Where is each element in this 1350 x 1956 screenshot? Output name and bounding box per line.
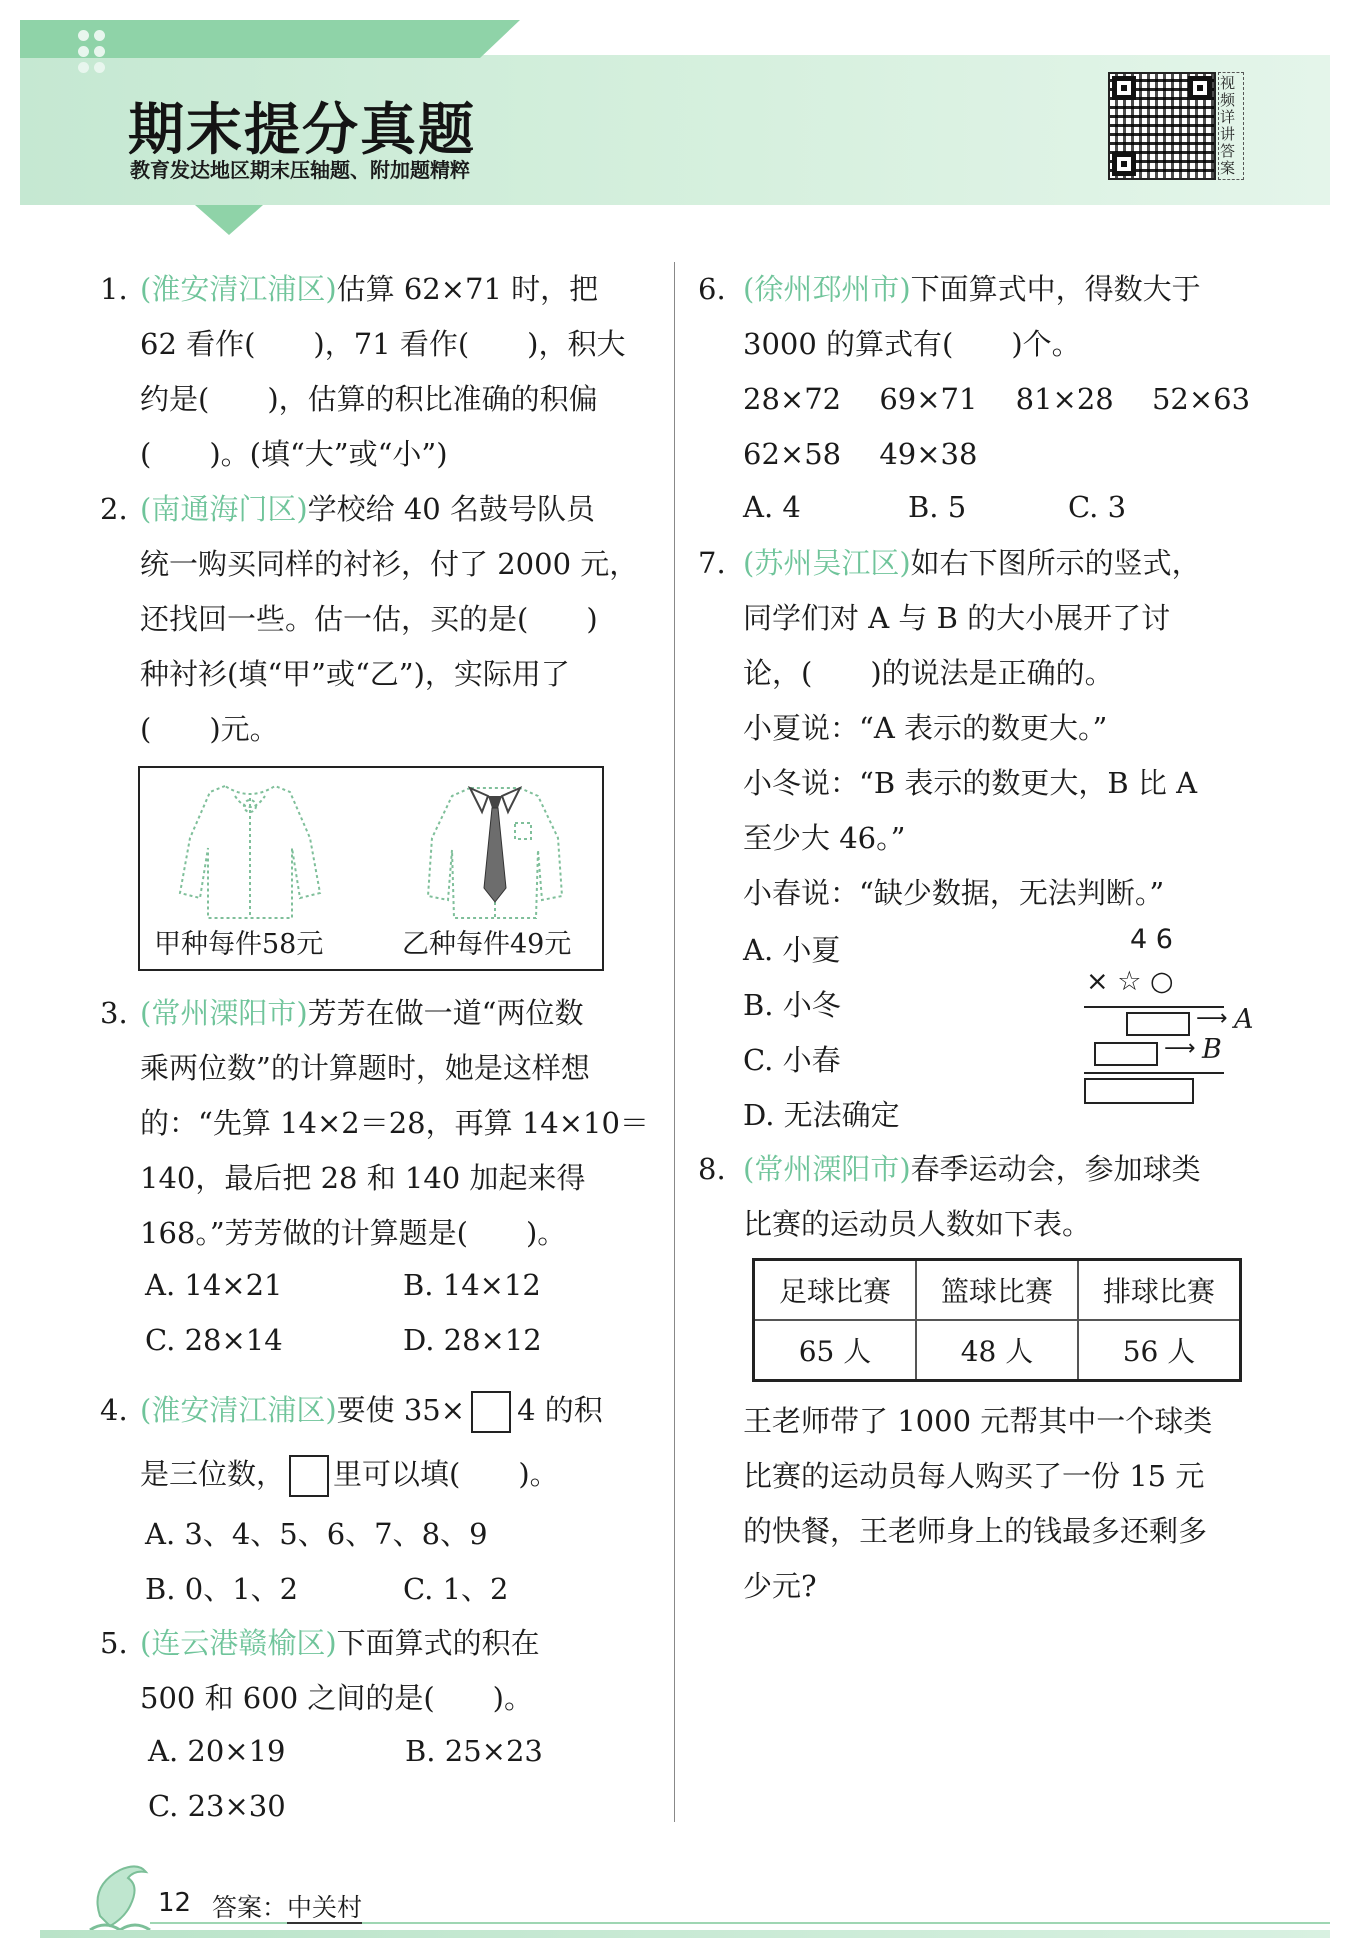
question-number: 6. [698, 272, 726, 306]
partial-product-a [1126, 1012, 1190, 1036]
question-text: 小冬说：“B 表示的数更大，B 比 A [743, 766, 1198, 800]
question-source: (淮安清江浦区) [140, 272, 337, 306]
question-text: 4 的积 [517, 1393, 603, 1427]
question-source: (淮安清江浦区) [140, 1393, 337, 1427]
footer-bar [40, 1930, 1330, 1938]
option-b[interactable]: B. 5 [908, 490, 967, 524]
question-source: (徐州邳州市) [743, 272, 911, 306]
option-a[interactable]: A. 3、4、5、6、7、8、9 [145, 1517, 488, 1551]
table-cell: 65 人 [754, 1320, 917, 1381]
question-8-continued [743, 1394, 1263, 1614]
question-source: (南通海门区) [140, 492, 308, 526]
question-text: 比赛的运动员每人购买了一份 15 元 [743, 1459, 1205, 1493]
question-text: 3000 的算式有( )个。 [743, 327, 1081, 361]
option-c[interactable]: C. 28×14 [145, 1323, 283, 1357]
question-text: 是三位数， [140, 1457, 286, 1491]
question-text: 小夏说：“A 表示的数更大。” [743, 711, 1108, 745]
question-text: 种衬衫(填“甲”或“乙”)，实际用了 [140, 657, 570, 691]
option-c[interactable]: C. 23×30 [148, 1789, 286, 1823]
question-text: 比赛的运动员人数如下表。 [743, 1207, 1092, 1241]
question-text: 乘两位数”的计算题时，她是这样想 [140, 1051, 590, 1085]
shirts-figure [138, 766, 604, 971]
answer-label: 答案： [212, 1893, 288, 1922]
dolphin-logo-icon [80, 1856, 160, 1936]
answer-note [212, 1888, 362, 1924]
question-text: 少元? [743, 1569, 817, 1603]
answer-value: 中关村 [287, 1893, 363, 1922]
label-a: A [1234, 1004, 1254, 1035]
option-c[interactable]: C. 1、2 [403, 1572, 509, 1606]
question-text: 王老师带了 1000 元帮其中一个球类 [743, 1404, 1213, 1438]
page-number: 12 [158, 1888, 192, 1918]
question-text: 还找回一些。估一估，买的是( ) [140, 602, 598, 636]
question-number: 7. [698, 546, 726, 580]
page-subtitle: 教育发达地区期末压轴题、附加题精粹 [130, 158, 470, 182]
shirt-b-icon [420, 778, 570, 928]
blank-box[interactable] [471, 1391, 511, 1433]
arrow-b: ⟶ [1164, 1036, 1196, 1061]
partial-product-b [1094, 1042, 1158, 1066]
question-number: 4. [100, 1393, 128, 1427]
athletes-table [752, 1258, 1242, 1382]
question-text: 500 和 600 之间的是( )。 [140, 1681, 533, 1715]
question-text: 62×58 49×38 [743, 437, 978, 471]
question-text: 芳芳在做一道“两位数 [307, 996, 584, 1030]
question-number: 5. [100, 1626, 128, 1660]
option-c[interactable]: C. 3 [1068, 490, 1127, 524]
header-notch-decoration [195, 205, 263, 235]
question-text: ( )元。 [140, 712, 279, 746]
column-divider [674, 262, 675, 1822]
table-header-cell: 足球比赛 [754, 1260, 917, 1321]
table-row [754, 1320, 1241, 1381]
question-number: 1. [100, 272, 128, 306]
question-number: 2. [100, 492, 128, 526]
question-text: ( )。(填“大”或“小”) [140, 437, 448, 471]
question-text: 168。”芳芳做的计算题是( )。 [140, 1216, 567, 1250]
question-text: 估算 62×71 时，把 [336, 272, 599, 306]
question-number: 8. [698, 1152, 726, 1186]
question-text: 下面算式的积在 [336, 1626, 540, 1660]
option-b[interactable]: B. 小冬 [743, 988, 841, 1022]
product-box [1084, 1078, 1194, 1104]
page-title: 期末提分真题 [128, 98, 476, 163]
shirt-b-price: 乙种每件49元 [402, 929, 572, 960]
option-b[interactable]: B. 14×12 [403, 1268, 541, 1302]
table-cell: 48 人 [916, 1320, 1078, 1381]
question-text: 如右下图所示的竖式， [910, 546, 1201, 580]
blank-box[interactable] [289, 1455, 329, 1497]
question-text: 统一购买同样的衬衫，付了 2000 元， [140, 547, 639, 581]
label-b: B [1202, 1034, 1222, 1065]
qr-code-icon[interactable] [1108, 72, 1216, 180]
question-text: 同学们对 A 与 B 的大小展开了讨 [743, 601, 1171, 635]
option-d[interactable]: D. 无法确定 [743, 1098, 900, 1132]
question-source: (苏州吴江区) [743, 546, 911, 580]
option-b[interactable]: B. 0、1、2 [145, 1572, 299, 1606]
question-text: 要使 35× [336, 1393, 466, 1427]
question-text: 140，最后把 28 和 140 加起来得 [140, 1161, 586, 1195]
option-d[interactable]: D. 28×12 [403, 1323, 542, 1357]
vertical-multiplication-figure [1076, 924, 1266, 1104]
shirt-a-icon [170, 778, 330, 928]
multiplier: × ☆ ○ [1086, 966, 1174, 997]
question-text: 的：“先算 14×2＝28，再算 14×10＝ [140, 1106, 649, 1140]
table-cell: 56 人 [1078, 1320, 1241, 1381]
table-header-cell: 排球比赛 [1078, 1260, 1241, 1321]
rule-line [1084, 1072, 1224, 1074]
qr-caption: 视频详讲答案 [1218, 72, 1244, 180]
arrow-a: ⟶ [1196, 1006, 1228, 1031]
question-text: 28×72 69×71 81×28 52×63 [743, 382, 1251, 416]
option-c[interactable]: C. 小春 [743, 1043, 841, 1077]
question-source: (连云港赣榆区) [140, 1626, 337, 1660]
question-text: 论，( )的说法是正确的。 [743, 656, 1114, 690]
question-text: 小春说：“缺少数据，无法判断。” [743, 876, 1165, 910]
question-text: 约是( )，估算的积比准确的积偏 [140, 382, 598, 416]
table-header-cell: 篮球比赛 [916, 1260, 1078, 1321]
question-text: 至少大 46。” [743, 821, 906, 855]
option-a[interactable]: A. 小夏 [743, 933, 841, 967]
question-text: 的快餐，王老师身上的钱最多还剩多 [743, 1514, 1208, 1548]
question-source: (常州溧阳市) [743, 1152, 911, 1186]
multiplicand: 4 6 [1130, 924, 1173, 955]
option-a[interactable]: A. 20×19 [148, 1734, 286, 1768]
question-text: 下面算式中，得数大于 [910, 272, 1201, 306]
question-text: 春季运动会，参加球类 [910, 1152, 1201, 1186]
question-text: 学校给 40 名鼓号队员 [307, 492, 595, 526]
option-a[interactable]: A. 4 [743, 490, 801, 524]
shirt-a-price: 甲种每件58元 [154, 929, 324, 960]
question-number: 3. [100, 996, 128, 1030]
option-b[interactable]: B. 25×23 [405, 1734, 543, 1768]
question-text: 里可以填( )。 [333, 1457, 559, 1491]
question-text: 62 看作( )，71 看作( )，积大 [140, 327, 626, 361]
option-a[interactable]: A. 14×21 [145, 1268, 283, 1302]
table-row [754, 1260, 1241, 1321]
question-source: (常州溧阳市) [140, 996, 308, 1030]
